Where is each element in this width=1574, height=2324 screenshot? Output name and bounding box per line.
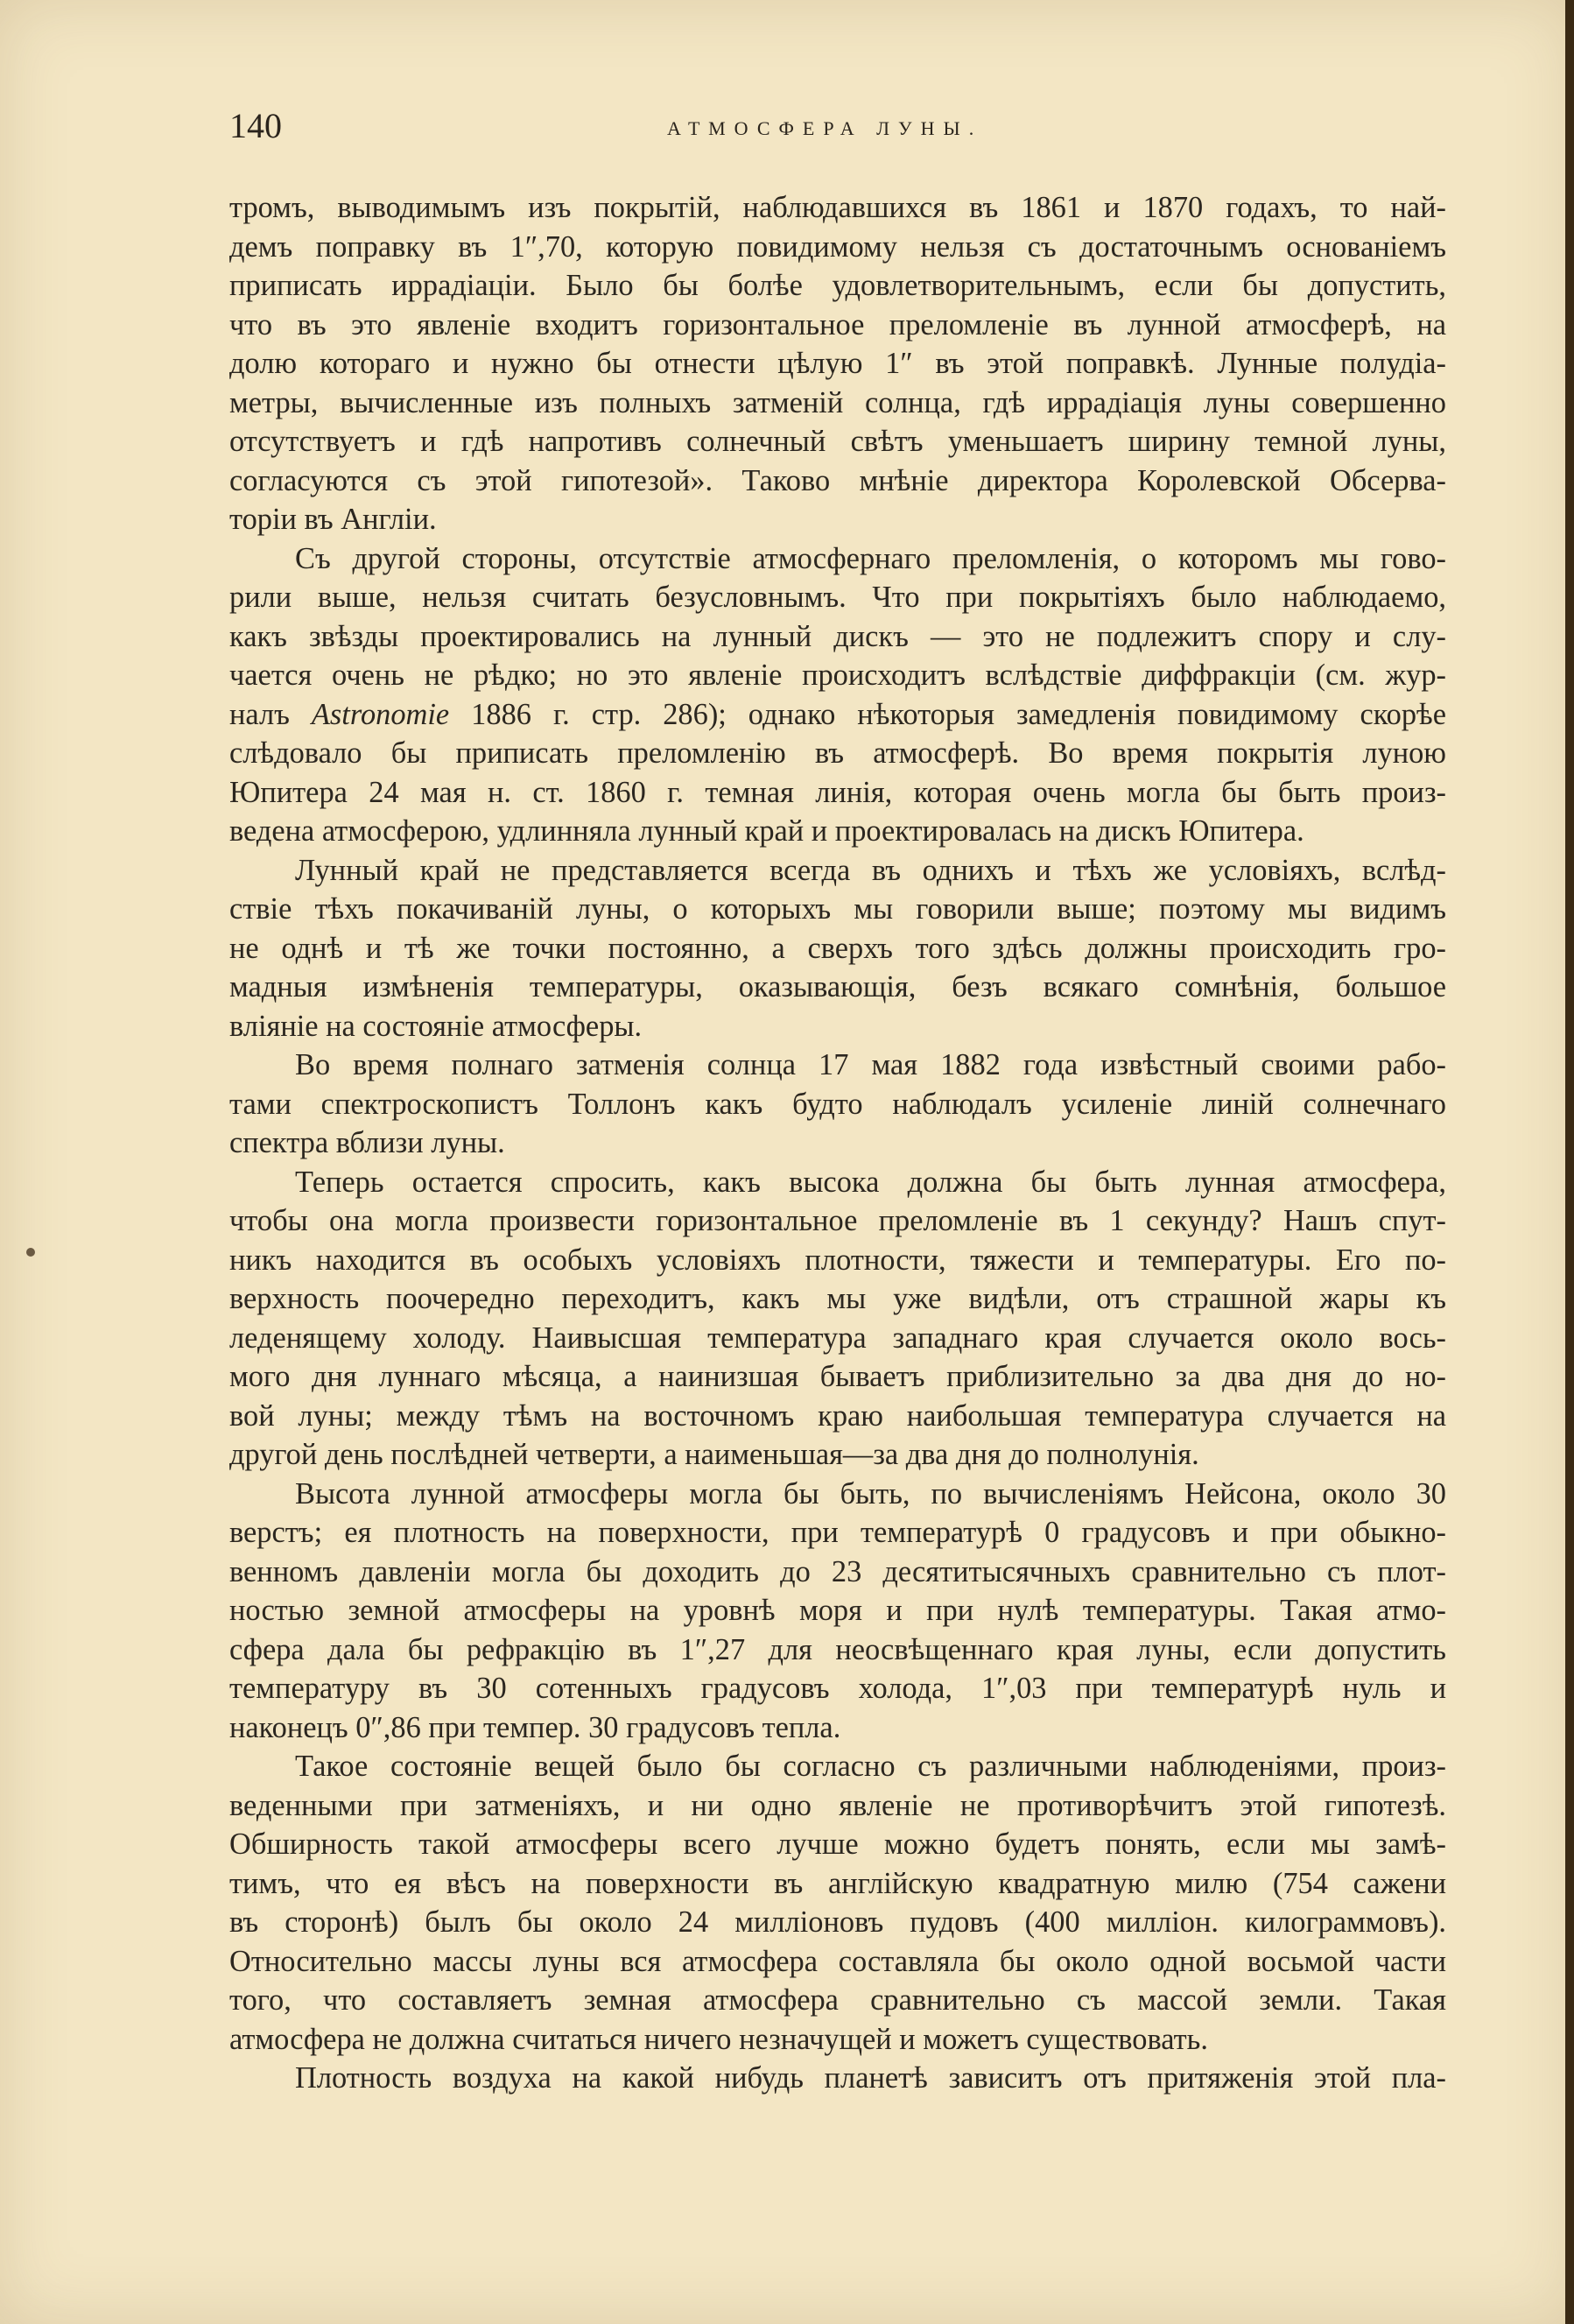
text-line: мого дня луннаго мѣсяца, а наинизшая бываетъ приблизительно за два дня до но- xyxy=(229,1360,1446,1393)
paragraph xyxy=(229,1163,1446,1475)
text-line: приписать иррадіаціи. Было бы болѣе удовлетворительнымъ, если бы допустить, xyxy=(229,269,1446,302)
text-line: чается очень не рѣдко; но это явленіе происходитъ вслѣдствіе диффракціи (см. жур- xyxy=(229,658,1446,692)
text-line: Юпитера 24 мая н. ст. 1860 г. темная линія, которая очень могла бы быть произ- xyxy=(229,775,1446,809)
text-line: тами спектроскопистъ Толлонъ какъ будто наблюдалъ усиленіе линій солнечнаго xyxy=(229,1087,1446,1121)
text-line: мадныя измѣненія температуры, оказывающія, безъ всякаго сомнѣнія, большое xyxy=(229,970,1446,1004)
text-line: атмосфера не должна считаться ничего незначущей и можетъ существовать. xyxy=(229,2022,1208,2056)
text-line: налъ Astronomie 1886 г. стр. 286); однако нѣкоторыя замедленія повидимому скорѣе xyxy=(229,697,1446,731)
text-line: вой луны; между тѣмъ на восточномъ краю наибольшая температура случается на xyxy=(229,1398,1446,1433)
text-line: наконецъ 0″,86 при темпер. 30 градусовъ тепла. xyxy=(229,1710,841,1744)
paragraph xyxy=(229,1475,1446,1748)
paragraph xyxy=(229,851,1446,1046)
text-line: спектра вблизи луны. xyxy=(229,1126,505,1159)
speck-mark xyxy=(26,1248,35,1257)
text-line: температуру въ 30 сотенныхъ градусовъ холода, 1″,03 при температурѣ нуль и xyxy=(229,1672,1446,1705)
text-line: тромъ, выводимымъ изъ покрытій, наблюдавшихся въ 1861 и 1870 годахъ, то най- xyxy=(229,191,1446,224)
text-line: ведена атмосферою, удлинняла лунный край и проектировалась на дискъ Юпитера. xyxy=(229,814,1304,848)
text-line: ностью земной атмосферы на уровнѣ моря и при нулѣ температуры. Такая атмо- xyxy=(229,1594,1446,1627)
text-line: торіи въ Англіи. xyxy=(229,503,437,536)
text-line: согласуются съ этой гипотезой». Таково мнѣніе директора Королевской Обсерва- xyxy=(229,463,1446,497)
text-line: метры, вычисленные изъ полныхъ затменій солнца, гдѣ иррадіація луны совершенно xyxy=(229,385,1446,419)
text-line: сфера дала бы рефракцію въ 1″,27 для неосвѣщеннаго края луны, если допустить xyxy=(229,1632,1446,1666)
text-line: долю котораго и нужно бы отнести цѣлую 1″ въ этой поправкѣ. Лунные полудіа- xyxy=(229,347,1446,380)
text-line: веденными при затменіяхъ, и ни одно явленіе не противорѣчитъ этой гипотезѣ. xyxy=(229,1788,1446,1822)
page-edge-shadow xyxy=(1565,0,1574,2324)
text-line: тимъ, что ея вѣсъ на поверхности въ англійскую квадратную милю (754 сажени xyxy=(229,1866,1446,1900)
running-head: АТМОСФЕРА ЛУНЫ. xyxy=(667,117,983,139)
text-line: Плотность воздуха на какой нибудь планетѣ зависитъ отъ притяженія этой пла- xyxy=(295,2061,1446,2095)
text-line: Относительно массы луны вся атмосфера составляла бы около одной восьмой части xyxy=(229,1944,1446,1978)
text-line: вліяніе на состояніе атмосферы. xyxy=(229,1009,643,1043)
text-line: никъ находится въ особыхъ условіяхъ плотности, тяжести и температуры. Его по- xyxy=(229,1243,1446,1277)
text-line: не однѣ и тѣ же точки постоянно, а сверхъ того здѣсь должны происходить гро- xyxy=(229,931,1446,965)
text-line: слѣдовало бы приписать преломленію въ атмосферѣ. Во время покрытія луною xyxy=(229,736,1446,770)
text-line: Съ другой стороны, отсутствіе атмосфернаго преломленія, о которомъ мы гово- xyxy=(295,541,1446,575)
paragraph xyxy=(229,539,1446,851)
text-line: Во время полнаго затменія солнца 17 мая 1882 года извѣстный своими рабо- xyxy=(295,1048,1446,1081)
text-line: Такое состояніе вещей было бы согласно съ различными наблюденіями, произ- xyxy=(295,1750,1446,1783)
paragraph xyxy=(229,1747,1446,2059)
text-line: верхность поочередно переходитъ, какъ мы уже видѣли, отъ страшной жары къ xyxy=(229,1282,1446,1315)
text-line: рили выше, нельзя считать безусловнымъ. Что при покрытіяхъ было наблюдаемо, xyxy=(229,581,1446,614)
text-line: венномъ давленіи могла бы доходить до 23 десятитысячныхъ сравнительно съ плот- xyxy=(229,1554,1446,1588)
text-line: другой день послѣдней четверти, а наименьшая—за два дня до полнолунія. xyxy=(229,1438,1199,1471)
paragraph xyxy=(229,1046,1446,1163)
text-line: Обширность такой атмосферы всего лучше можно будетъ понять, если мы замѣ- xyxy=(229,1828,1446,1861)
text-line: что въ это явленіе входитъ горизонтальное преломленіе въ лунной атмосферѣ, на xyxy=(229,307,1446,342)
text-line: въ сторонѣ) былъ бы около 24 милліоновъ пудовъ (400 милліон. килограммовъ). xyxy=(229,1905,1446,1939)
text-line: леденящему холоду. Наивысшая температура западнаго края случается около вось- xyxy=(229,1320,1446,1355)
text-line: Лунный край не представляется всегда въ однихъ и тѣхъ же условіяхъ, вслѣд- xyxy=(295,853,1446,887)
text-line: верстъ; ея плотность на поверхности, при температурѣ 0 градусовъ и при обыкно- xyxy=(229,1516,1446,1549)
paragraph xyxy=(229,188,1446,539)
text-line: какъ звѣзды проектировались на лунный дискъ — это не подлежитъ спору и слу- xyxy=(229,619,1446,653)
body-text xyxy=(229,188,1446,2098)
text-line: отсутствуетъ и гдѣ напротивъ солнечный свѣтъ уменьшаетъ ширину темной луны, xyxy=(229,425,1446,458)
text-line: того, что составляетъ земная атмосфера сравнительно съ массой земли. Такая xyxy=(229,1983,1446,2017)
text-line: чтобы она могла произвести горизонтальное преломленіе въ 1 секунду? Нашъ спут- xyxy=(229,1204,1446,1237)
page-number: 140 xyxy=(229,106,282,145)
text-line: Теперь остается спросить, какъ высока должна бы быть лунная атмосфера, xyxy=(295,1165,1446,1199)
page-header xyxy=(229,105,1455,158)
text-line: Высота лунной атмосферы могла бы быть, по вычисленіямъ Нейсона, около 30 xyxy=(295,1476,1446,1511)
paragraph xyxy=(229,2059,1446,2098)
text-line: ствіе тѣхъ покачиваній луны, о которыхъ мы говорили выше; поэтому мы видимъ xyxy=(229,892,1446,926)
text-line: демъ поправку въ 1″,70, которую повидимому нельзя съ достаточнымъ основаніемъ xyxy=(229,229,1446,264)
